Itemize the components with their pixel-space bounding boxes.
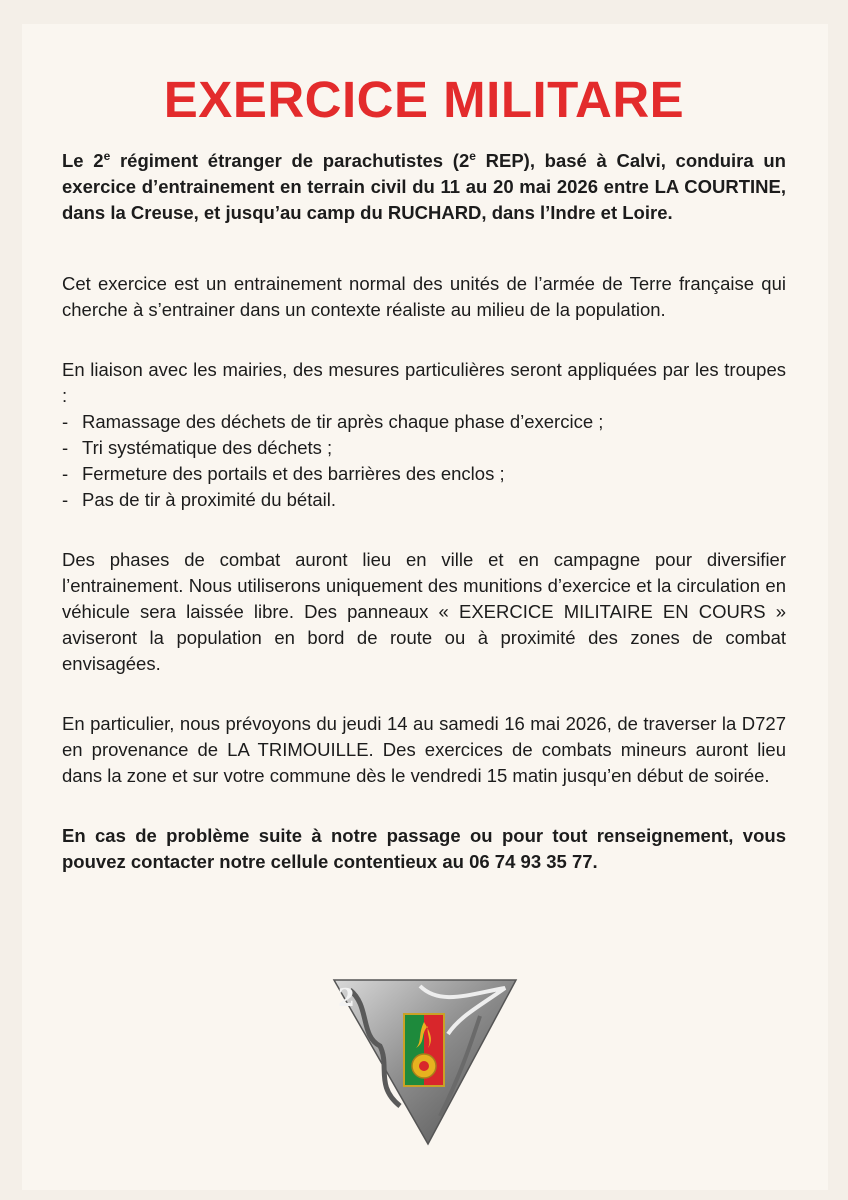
schedule-paragraph: En particulier, nous prévoyons du jeudi 14 au samedi 16 mai 2026, de traverser la D727 en provenance de LA TRIMOUILLE. Des exercices de combats mineurs auront lieu dans la zone et sur votre commune dès le vendredi 15 matin jusqu’en début de soirée. — [62, 713, 786, 786]
document-body — [62, 148, 786, 875]
list-item: - Ramassage des déchets de tir après chaque phase d’exercice ; — [62, 409, 786, 435]
measures-list — [62, 409, 786, 513]
measures-intro: En liaison avec les mairies, des mesures particulières seront appliquées par les troupes : — [62, 359, 786, 406]
list-item: - Fermeture des portails et des barrières des enclos ; — [62, 461, 786, 487]
purpose-paragraph: Cet exercice est un entrainement normal des unités de l’armée de Terre française qui cherche à s’entrainer dans un contexte réaliste au milieu de la population. — [62, 273, 786, 320]
list-item: - Pas de tir à proximité du bétail. — [62, 487, 786, 513]
document-title: EXERCICE MILITARE — [163, 71, 685, 128]
combat-paragraph: Des phases de combat auront lieu en ville et en campagne pour diversifier l’entrainement. Nous utiliserons uniquement des munitions d’exercice et la circulation en véhicule sera laissée libre. Des panneaux « EXERCICE MILITAIRE EN COURS » aviseront la population en bord de route ou à proximité des zones de combat envisagées. — [62, 549, 786, 674]
insignia-number: 2 — [338, 983, 355, 1012]
legion-grenade-insignia-icon — [330, 976, 520, 1148]
contact-paragraph: En cas de problème suite à notre passage ou pour tout renseignement, vous pouvez contacter notre cellule contentieux au 06 74 93 35 77. — [62, 825, 786, 872]
intro-paragraph: Le 2e régiment étranger de parachutistes (2e REP), basé à Calvi, conduira un exercice d’entrainement en terrain civil du 11 au 20 mai 2026 entre LA COURTINE, dans la Creuse, et jusqu’au camp du RUCHARD, dans l’Indre et Loire. — [62, 148, 786, 223]
list-item: - Tri systématique des déchets ; — [62, 435, 786, 461]
